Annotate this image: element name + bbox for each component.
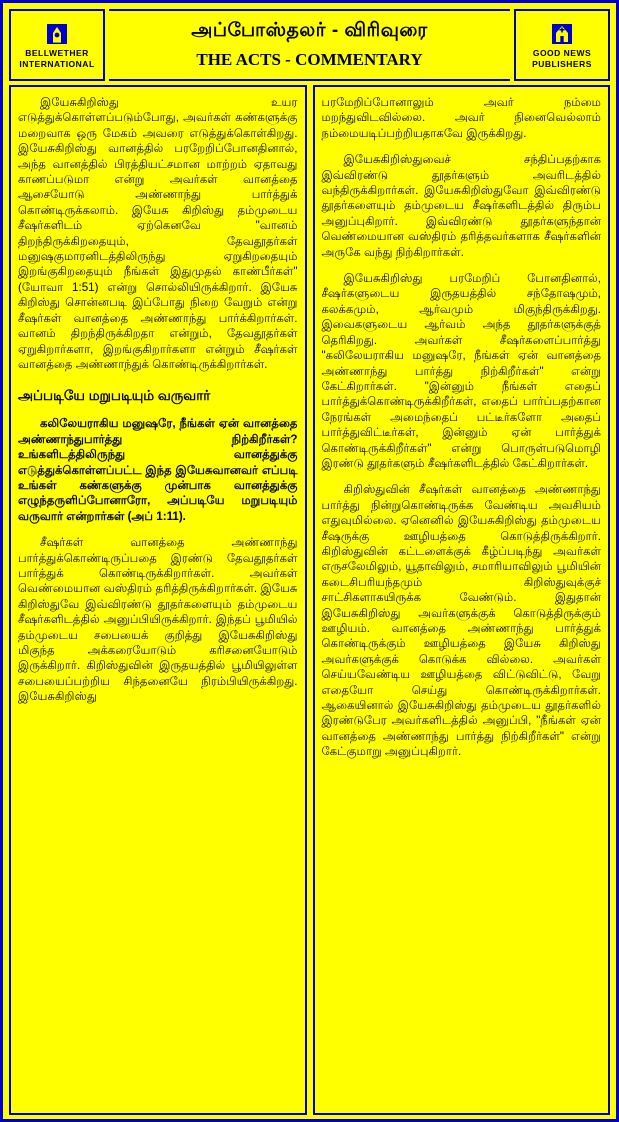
page-title-english: THE ACTS - COMMENTARY: [196, 50, 423, 69]
bell-tower-icon: [13, 21, 101, 47]
publisher-logo-right-line2: PUBLISHERS: [532, 58, 592, 69]
paragraph: சீஷர்கள் வானத்தை அண்ணாந்து பார்த்துக்கொண்டிருப்பதை இரண்டு தேவதூதர்கள் பார்த்துக் கொண்டிருக்கிறார்கள். அவர்கள் வெண்மையான வஸ்திரம் தரித்திருக்கிறார்கள். இயேசு கிறிஸ்துவே இவ்விரண்டு தூதர்களையும் தம்முடைய சீஷர்களிடத்தில் அனுப்பியிருக்கிறார். இந்தப் பூமியில் தம்முடைய சபையைக் குறித்து இயேசுகிறிஸ்து மிகுந்த அக்கரையோடும் கரிசனையோடும் இருக்கிறார். கிறிஸ்துவின் இருதயத்தில் பூமியிலுள்ள சபையைப்பற்றிய சிந்தனையே நிரம்பியிருக்கிறது. இயேசுகிறிஸ்து: [18, 536, 298, 704]
publisher-logo-left: [9, 9, 105, 81]
publisher-logo-right-line1: GOOD NEWS: [532, 47, 592, 58]
publisher-logo-left-line1: BELLWETHER: [25, 47, 89, 58]
paragraph: இயேசுகிறிஸ்து உயர எடுத்துக்கொள்ளப்படும்போது, அவர்கள் கண்களுக்கு மறைவாக ஒரு மேகம் அவரை எடுத்துக்கொள்கிறது. இயேசுகிறிஸ்து வானத்தில் பரறேறிப்போனதினால், அந்த வானத்தில் பிரத்தியட்சமான மாற்றம் ஏதாவது காணப்படுமா என்று அவர்கள் வானத்தை ஆசையோடு அண்ணாந்து பார்த்துக் கொண்டிருக்கலாம். இயேசு கிறிஸ்து தம்முடைய சீஷர்களிடம் ஏற்கெனவே "வானம் திறந்திருக்கிறதையும், தேவதூதர்கள் மனுஷகுமாரனிடத்திலிருந்து ஏறுகிறதையும் இறங்குகிறதையும் நீங்கள் இதுமுதல் காண்பீர்கள்" (யோவா 1:51) என்று சொல்லியிருக்கிறார். இயேசு கிறிஸ்து சொன்னபடி இப்போது நிறை வேறும் என்று சீஷர்கள் வானத்தை அண்ணாந்து பார்க்கிறார்கள். வானம் திறந்திருக்கிறதா என்றும், தேவதூதர்கள் ஏறுகிறார்களா, இறங்குகிறார்களா என்றும் சீஷர்கள் வானத்தை அண்ணாந்துக் கொண்டிருக்கிறார்கள்.: [18, 96, 298, 371]
paragraph: பரமேறிப்போனாலும் அவர் நம்மை மறந்துவிடவில்லை. அவர் நினைவெல்லாம் நம்மையடிப்பற்றியதாகவே இருக்கிறது.: [321, 96, 601, 140]
paragraph: இயேசுகிறிஸ்துவைச் சந்திப்பதற்காக இவ்விரண்டு தூதர்களும் அவரிடத்தில் வந்திருக்கிறார்கள். இயேசுகிறிஸ்துவோ இவ்விரண்டு தூதர்களையும் தம்முடைய சீஷர்களிடத்தில் திரும்ப அனுப்புகிறார். இவ்விரண்டு தூதர்களுந்தான் வெண்மையான வஸ்திரம் தரித்தவர்களாக சீஷர்களின் அருகே வந்து நிற்கிறார்கள்.: [321, 153, 601, 259]
paragraph: இயேசுகிறிஸ்து பரமேறிப் போனதினால், சீஷர்களுடைய இருதயத்தில் சந்தோஷமும், கலக்கமும், ஆர்வமும் மிகுந்திருக்கிறது. இவைகளுடைய ஆர்வம் அந்த தூதர்களுக்குத் தெரிகிறது. அவர்கள் சீஷர்களைப்பார்த்து "கலிலேயராகிய மனுஷரே, நீங்கள் ஏன் வானத்தை அண்ணாந்து பார்த்து நிற்கிறீர்கள்" என்று கேட்கிறார்கள். "இன்னும் நீங்கள் எதைப் பார்த்துக்கொண்டிருக்கிறீர்கள், எதைப் பார்ப்பதற்கான நேரங்கள் அமைந்தைப் பட்டீர்களோ அதைப் பார்த்துவிட்டீர்கள், இன்னும் ஏன் பார்த்துக் கொண்டிருக்கிறீர்கள்" என்று பொருள்படுமொழி இரண்டு தூதர்களும் சீஷர்களிடத்தில் கேட்கிறார்கள்.: [321, 272, 601, 470]
page-header: [9, 9, 610, 81]
article-columns: [9, 85, 610, 1115]
paragraph: கிறிஸ்துவின் சீஷர்கள் வானத்தை அண்ணாந்து பார்த்து நின்றுகொண்டிருக்க வேண்டிய அவசியம் எதுவுமில்லை. ஏனெனில் இயேசுகிறிஸ்து தம்முடைய சீஷருக்கு ஊழியத்தை கொடுத்திருக்கிறார். கிறிஸ்துவின் கட்டளைக்குக் கீழ்ப்படிந்து அவர்கள் எருசலேமிலும், யூதாவிலும், சமாரியாவிலும் பூமியின் கடைசிபரியந்தமும் கிறிஸ்துவுக்குச் சாட்சிகளாகயிருக்க வேண்டும். இதுதான் இயேசுகிறிஸ்து அவர்களுக்குக் கொடுத்திருக்கும் ஊழியம். வானத்தை அண்ணாந்து பார்த்துக் கொண்டிருக்கும் ஊழியத்தை இயேசு கிறிஸ்து அவர்களுக்குக் கொடுக்க வில்லை. அவர்கள் செய்யவேண்டிய ஊழியத்தை விட்டுவிட்டு, வேறு எதையோ செய்து கொண்டிருக்கிறார்கள். ஆகையினால் இயேசுகிறிஸ்து தம்முடைய தூதர்களில் இரண்டுபேர அவர்களிடத்தில் அனுப்பி, "நீங்கள் ஏன் வானத்தை அண்ணாந்து பார்த்து நிற்கிறீர்கள்" என்று கேட்குமாறு அனுப்புகிறார்.: [321, 483, 601, 759]
section-subheading: அப்படியே மறுபடியும் வருவார்: [18, 388, 211, 404]
right-column: [313, 85, 611, 1115]
left-column: [9, 85, 307, 1115]
publisher-logo-left-line2: INTERNATIONAL: [19, 58, 95, 69]
paragraph: கலிலேயராகிய மனுஷரே, நீங்கள் ஏன் வானத்தை அண்ணாந்துபார்த்து நிற்கிறீர்கள்? உங்களிடத்திலிருந்து வானத்துக்கு எடுத்துக்கொள்ளப்பட்ட இந்த இயேசுவானவர் எப்படி உங்கள் கண்களுக்கு முன்பாக வானத்துக்கு எழுந்தருளிப்போனாரோ, அப்படியே மறுபடியும் வருவார் என்றார்கள் (அப் 1:11).: [18, 417, 298, 523]
publisher-logo-right: [514, 9, 610, 81]
page-title-tamil: அப்போஸ்தலர் - விரிவுரை: [191, 20, 428, 41]
church-building-icon: [518, 21, 606, 47]
page-title: [109, 9, 510, 81]
